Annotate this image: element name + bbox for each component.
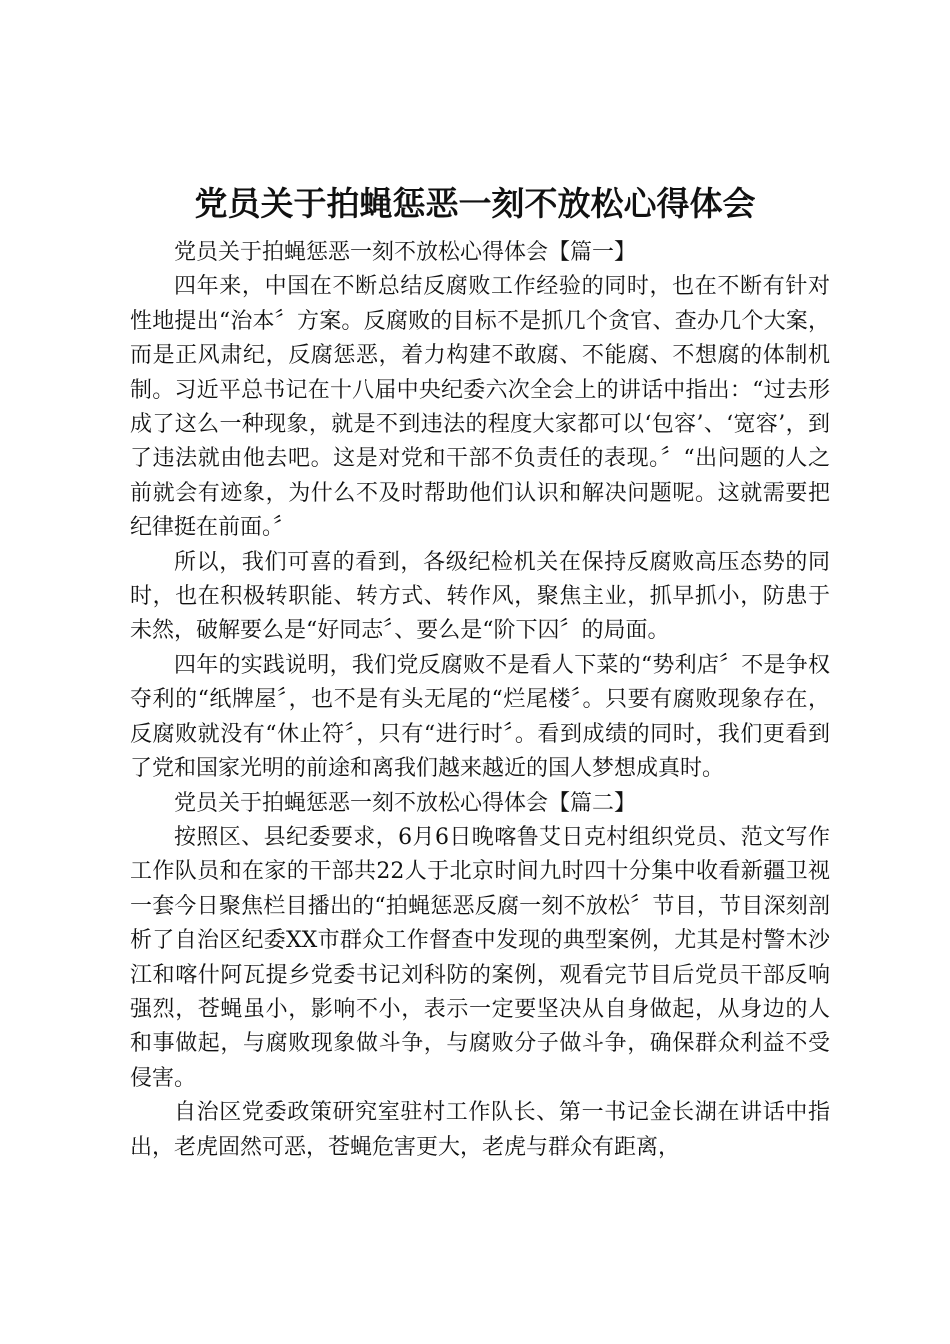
paragraph: 所以，我们可喜的看到，各级纪检机关在保持反腐败高压态势的同时，也在积极转职能、转方式、转作风，聚焦主业，抓早抓小，防患于未然，破解要么是“好同志〞、要么是“阶下囚〞的局面。 bbox=[130, 549, 830, 644]
paragraph: 四年的实践说明，我们党反腐败不是看人下菜的“势利店〞不是争权夺利的“纸牌屋〞，也不是有头无尾的“烂尾楼〞。只要有腐败现象存在，反腐败就没有“休止符〞，只有“进行时〞。看到成绩的同时，我们更看到了党和国家光明的前途和离我们越来越近的国人梦想成真时。 bbox=[130, 652, 830, 782]
document-title: 党员关于拍蝇惩恶一刻不放松心得体会 bbox=[194, 184, 756, 223]
paragraph: 四年来，中国在不断总结反腐败工作经验的同时，也在不断有针对性地提出“治本〞方案。反腐败的目标不是抓几个贪官、查办几个大案，而是正风肃纪，反腐惩恶，着力构建不敢腐、不能腐、不想腐的体制机制。习近平总书记在十八届中央纪委六次全会上的讲话中指出：“过去形成了这么一种现象，就是不到违法的程度大家都可以‘包容’、‘宽容’，到了违法就由他去吧。这是对党和干部不负责任的表现。〞“出问题的人之前就会有迹象，为什么不及时帮助他们认识和解决问题呢。这就需要把纪律挺在前面。〞 bbox=[130, 274, 830, 541]
paragraph: 自治区党委政策研究室驻村工作队长、第一书记金长湖在讲话中指出，老虎固然可恶，苍蝇危害更大，老虎与群众有距离， bbox=[130, 1100, 830, 1160]
document-body bbox=[130, 236, 830, 1165]
paragraph: 按照区、县纪委要求，6月6日晚喀鲁艾日克村组织党员、范文写作工作队员和在家的干部共22人于北京时间九时四十分集中收看新疆卫视一套今日聚焦栏目播出的“拍蝇惩恶反腐一刻不放松〞节目，节目深刻剖析了自治区纪委XX市群众工作督查中发现的典型案例，尤其是村警木沙江和喀什阿瓦提乡党委书记刘科防的案例，观看完节目后党员干部反响强烈，苍蝇虽小，影响不小，表示一定要坚决从自身做起，从身边的人和事做起，与腐败现象做斗争，与腐败分子做斗争，确保群众利益不受侵害。 bbox=[130, 824, 830, 1091]
section-heading-2: 党员关于拍蝇惩恶一刻不放松心得体会【篇二】 bbox=[174, 790, 637, 816]
section-heading-1: 党员关于拍蝇惩恶一刻不放松心得体会【篇一】 bbox=[174, 240, 637, 265]
